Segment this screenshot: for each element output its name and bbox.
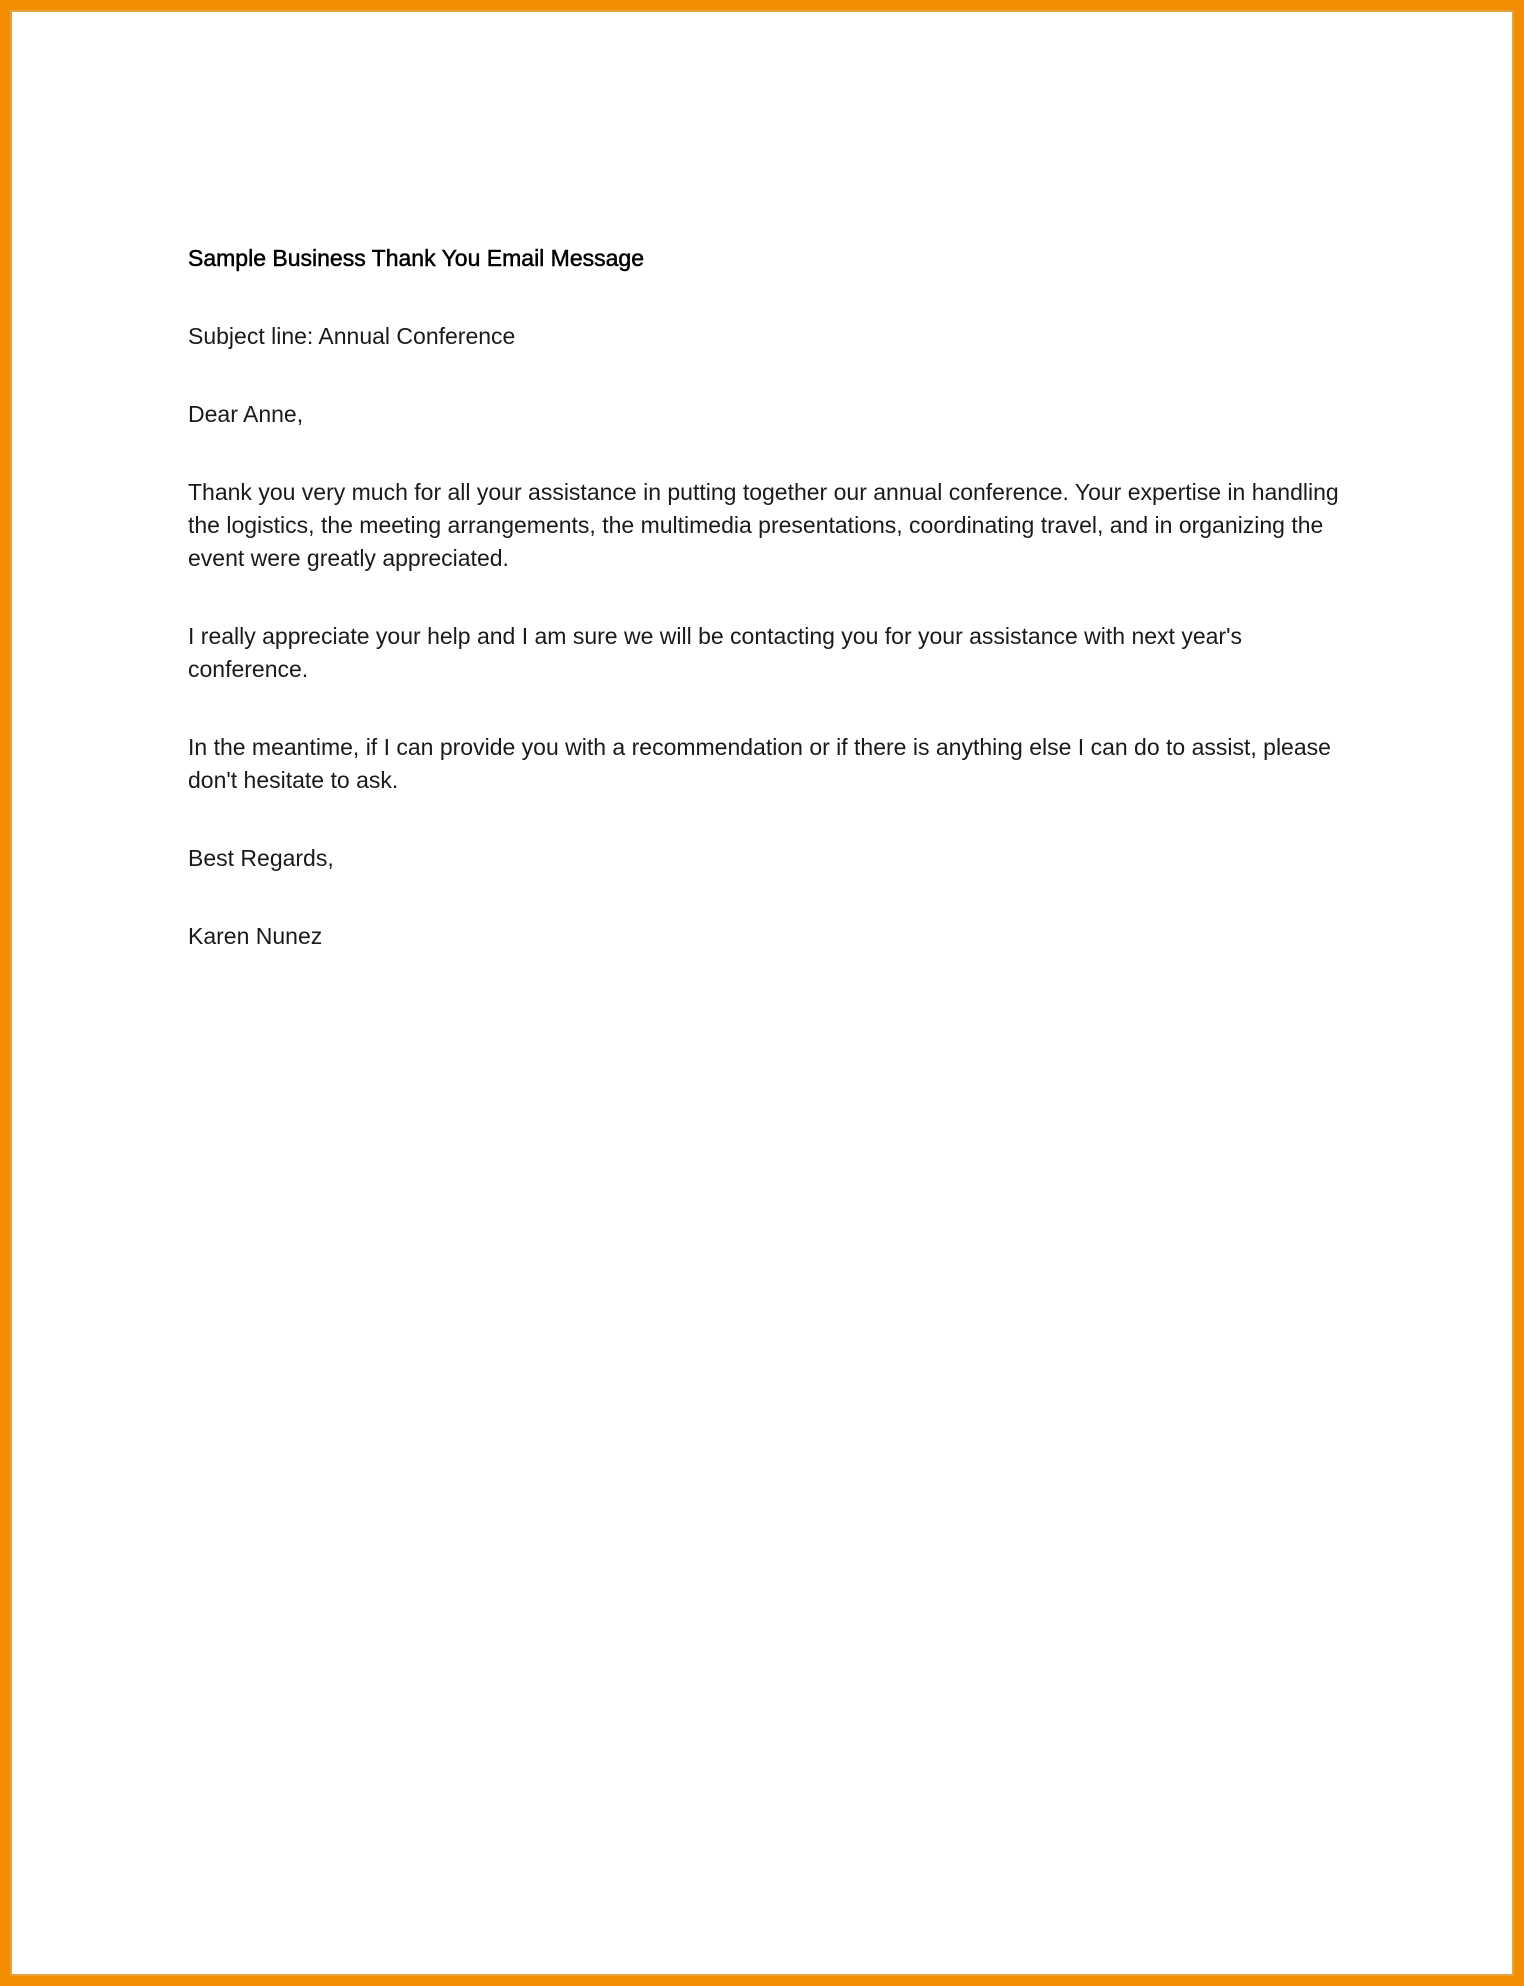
signature: Karen Nunez <box>188 923 323 949</box>
document-title: Sample Business Thank You Email Message <box>188 245 645 271</box>
body-paragraph-3: In the meantime, if I can provide you with a recommendation or if there is anything else I can do to assist, please don't hesitate to ask. <box>188 734 1331 793</box>
body-paragraph-1: Thank you very much for all your assistance in putting together our annual conference. Your expertise in handling the logistics, the meeting arrangements, the multimedia presentations, coordinating travel, and in organizing the event were greatly appreciated. <box>188 479 1339 571</box>
salutation: Dear Anne, <box>188 401 304 427</box>
letter-body <box>188 242 1368 998</box>
closing: Best Regards, <box>188 845 334 871</box>
subject-line: Subject line: Annual Conference <box>188 323 516 349</box>
body-paragraph-2: I really appreciate your help and I am sure we will be contacting you for your assistance with next year's conference. <box>188 623 1242 682</box>
